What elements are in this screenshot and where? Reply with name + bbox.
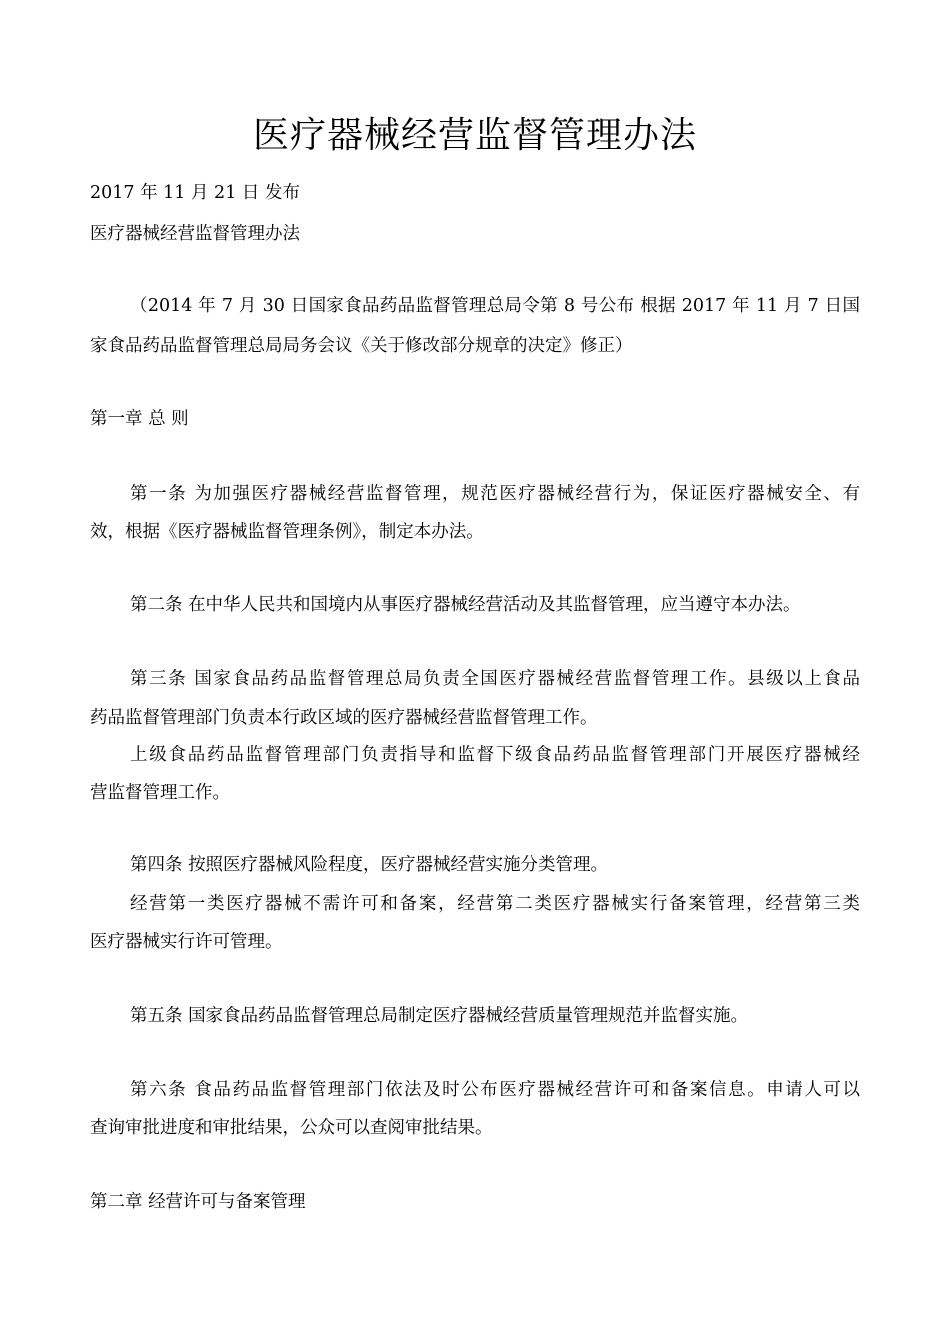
article-3-line-1: 第三条 国家食品药品监督管理总局负责全国医疗器械经营监督管理工作。县级以上食品 [130, 669, 860, 689]
article-6-line-1: 第六条 食品药品监督管理部门依法及时公布医疗器械经营许可和备案信息。申请人可以 [130, 1080, 860, 1100]
article-5-line-1: 第五条 国家食品药品监督管理总局制定医疗器械经营质量管理规范并监督实施。 [130, 1006, 749, 1026]
article-4-line-1: 第四条 按照医疗器械风险程度，医疗器械经营实施分类管理。 [130, 855, 609, 875]
article-1-line-1: 第一条 为加强医疗器械经营监督管理，规范医疗器械经营行为，保证医疗器械安全、有 [130, 484, 860, 504]
article-3-line-4: 营监督管理工作。 [90, 783, 230, 803]
revision-note-line-1: （2014 年 7 月 30 日国家食品药品监督管理总局令第 8 号公布 根据 2017 年 11 月 7 日国 [130, 296, 860, 316]
article-4-line-2: 经营第一类医疗器械不需许可和备案，经营第二类医疗器械实行备案管理，经营第三类 [130, 894, 860, 914]
article-4-line-3: 医疗器械实行许可管理。 [90, 932, 283, 952]
document-subtitle: 医疗器械经营监督管理办法 [90, 224, 300, 244]
article-1-line-2: 效，根据《医疗器械监督管理条例》，制定本办法。 [90, 522, 484, 542]
document-title: 医疗器械经营监督管理办法 [252, 115, 697, 156]
article-2-line-1: 第二条 在中华人民共和国境内从事医疗器械经营活动及其监督管理，应当遵守本办法。 [130, 595, 801, 615]
article-3-line-3: 上级食品药品监督管理部门负责指导和监督下级食品药品监督管理部门开展医疗器械经 [130, 745, 860, 765]
publish-date: 2017 年 11 月 21 日 发布 [90, 183, 300, 203]
revision-note-line-2: 家食品药品监督管理总局局务会议《关于修改部分规章的决定》修正） [90, 336, 633, 356]
chapter-heading-1: 第一章 总 则 [90, 409, 189, 429]
chapter-heading-2: 第二章 经营许可与备案管理 [90, 1192, 306, 1212]
article-6-line-2: 查询审批进度和审批结果，公众可以查阅审批结果。 [90, 1118, 493, 1138]
article-3-line-2: 药品监督管理部门负责本行政区域的医疗器械经营监督管理工作。 [90, 708, 598, 728]
